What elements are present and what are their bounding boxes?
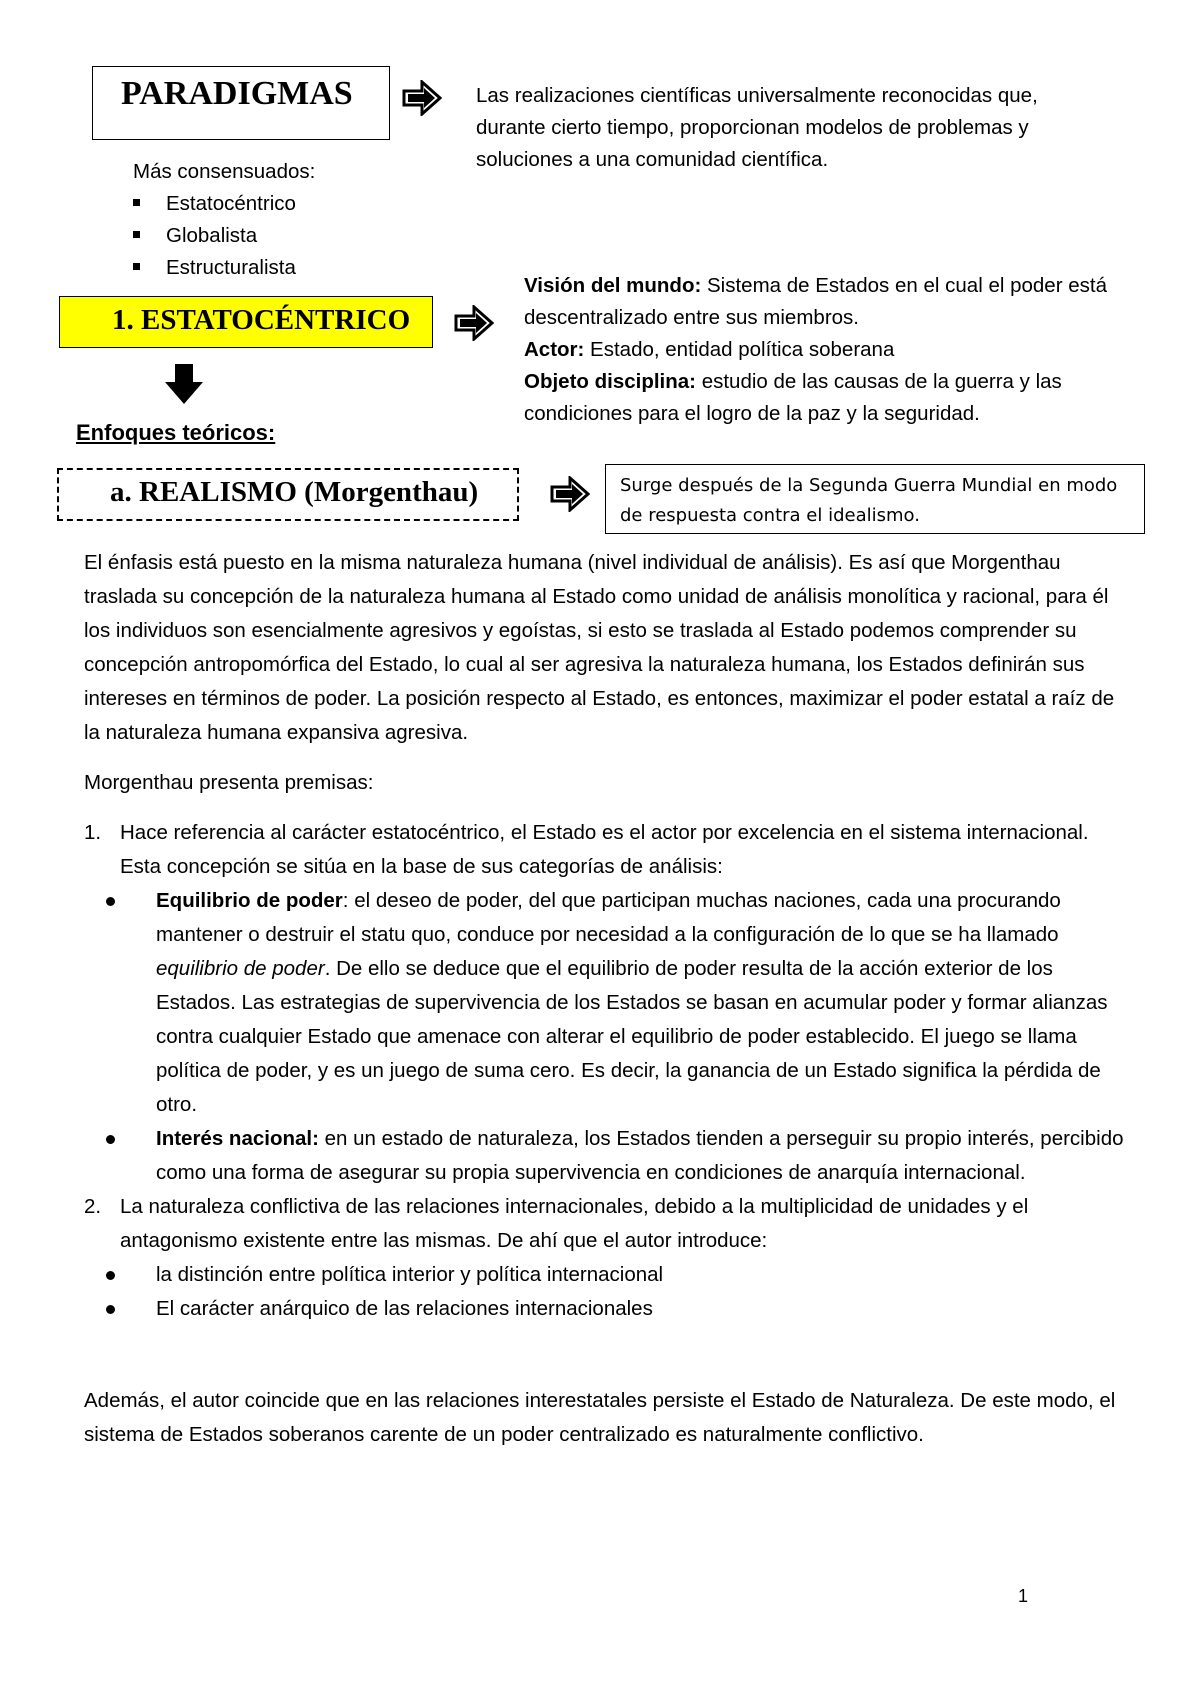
arrow-down-icon: [162, 362, 206, 406]
premisas-intro: Morgenthau presenta premisas:: [84, 771, 374, 794]
paradigmas-definition: Las realizaciones científicas universalmente reconocidas que, durante cierto tiempo, proporcionan modelos de problemas y soluciones a una comunidad científica.: [476, 84, 1038, 171]
realismo-title: a. REALISMO (Morgenthau): [110, 476, 479, 508]
list-item: la distinción entre política interior y política internacional: [84, 1258, 1134, 1292]
list-item: Estructuralista: [133, 252, 315, 284]
enfoques-label: Enfoques teóricos:: [76, 420, 276, 445]
page-number: 1: [1018, 1586, 1029, 1606]
estatocentrico-description: Visión del mundo: Sistema de Estados en el cual el poder está descentralizado entre sus miembros. Actor: Estado, entidad política soberana Objeto disciplina: estudio de las causas de la guerra y las condiciones para el logro de la paz y la seguridad.: [524, 274, 1107, 425]
estatocentrico-title-box: [59, 296, 433, 348]
arrow-right-icon: [454, 305, 494, 341]
list-item: Equilibrio de poder: el deseo de poder, del que participan muchas naciones, cada una procurando mantener o destruir el statu quo, conduce por necesidad a la configuración de lo que se ha llamado equilibrio de poder. De ello se deduce que el equilibrio de poder resulta de la acción exterior de los Estados. Las estrategias de supervivencia de los Estados se basan en acumular poder y formar alianzas contra cualquier Estado que amenace con alterar el equilibrio de poder establecido. El juego se llama política de poder, y es un juego de suma cero. Es decir, la ganancia de un Estado significa la pérdida de otro.: [84, 884, 1134, 1122]
premisas-list: [84, 816, 1134, 1326]
paradigmas-title-box: [92, 66, 390, 140]
realismo-origin-note: Surge después de la Segunda Guerra Mundial en modo de respuesta contra el idealismo.: [605, 464, 1145, 534]
closing-paragraph: Además, el autor coincide que en las relaciones interestatales persiste el Estado de Naturaleza. De este modo, el sistema de Estados soberanos carente de un poder centralizado es naturalmente conflictivo.: [84, 1389, 1116, 1446]
paradigmas-title: PARADIGMAS: [121, 75, 353, 112]
consensus-list: [133, 156, 315, 284]
list-item: Estatocéntrico: [133, 188, 315, 220]
list-item: Interés nacional: en un estado de naturaleza, los Estados tienden a perseguir su propio interés, percibido como una forma de asegurar su propia supervivencia en condiciones de anarquía internacional.: [84, 1122, 1134, 1190]
arrow-right-icon: [402, 80, 442, 116]
list-item: 1. Hace referencia al carácter estatocéntrico, el Estado es el actor por excelencia en el sistema internacional. Esta concepción se sitúa en la base de sus categorías de análisis: Equilibrio de poder: el deseo de poder, del que participan muchas naciones, cada una procurando mantener o destruir el statu quo, conduce por necesidad a la configuración de lo que se ha llamado equilibrio de poder. De ello se deduce que el equilibrio de poder resulta de la acción exterior de los Estados. Las estrategias de supervivencia de los Estados se basan en acumular poder y formar alianzas contra cualquier Estado que amenace con alterar el equilibrio de poder establecido. El juego se llama política de poder, y es un juego de suma cero. Es decir, la ganancia de un Estado significa la pérdida de otro. Interés nacional: en un estado de naturaleza, los Estados tienden a perseguir su propio interés, percibido como una forma de asegurar su propia supervivencia en condiciones de anarquía internacional.: [84, 816, 1134, 1190]
list-item: Globalista: [133, 220, 315, 252]
paragraph-naturaleza-humana: El énfasis está puesto en la misma naturaleza humana (nivel individual de análisis). Es así que Morgenthau traslada su concepción de la naturaleza humana al Estado como unidad de análisis monolítica y racional, para él los individuos son esencialmente agresivos y egoístas, si esto se traslada al Estado podemos comprender su concepción antropomórfica del Estado, lo cual al ser agresiva la naturaleza humana, los Estados definirán sus intereses en términos de poder. La posición respecto al Estado, es entonces, maximizar el poder estatal a raíz de la naturaleza humana expansiva agresiva.: [84, 551, 1115, 744]
realismo-title-box: [57, 468, 519, 521]
list-item: 2. La naturaleza conflictiva de las relaciones internacionales, debido a la multiplicidad de unidades y el antagonismo existente entre las mismas. De ahí que el autor introduce: la distinción entre política interior y política internacional El carácter anárquico de las relaciones internacionales: [84, 1190, 1134, 1326]
estatocentrico-title: 1. ESTATOCÉNTRICO: [112, 304, 411, 336]
consensus-label: Más consensuados:: [133, 160, 316, 183]
list-item: El carácter anárquico de las relaciones internacionales: [84, 1292, 1134, 1326]
arrow-right-icon: [550, 476, 590, 512]
